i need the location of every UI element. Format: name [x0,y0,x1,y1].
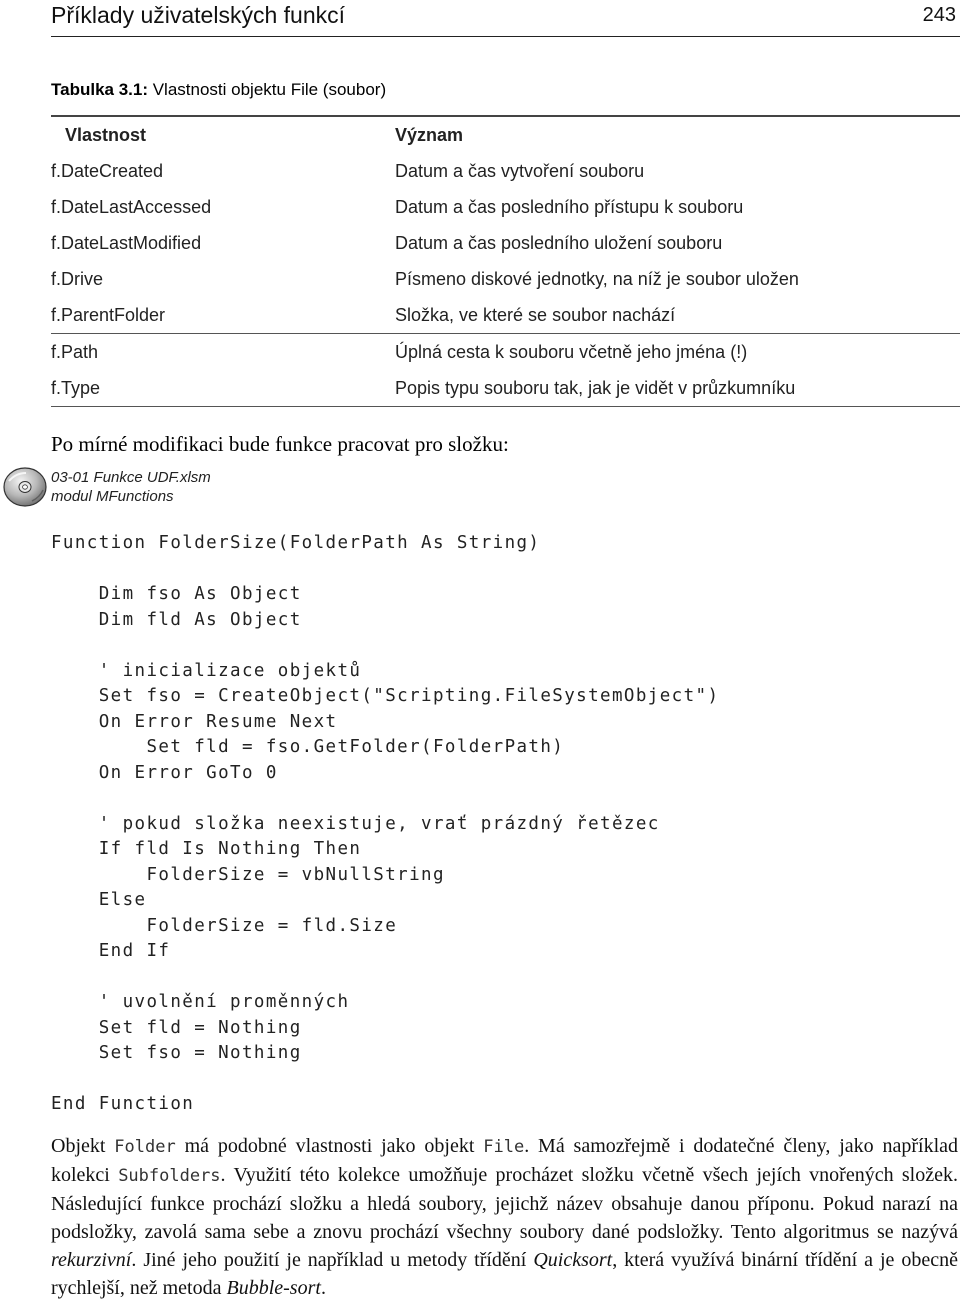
inline-code-subfolders: Subfolders [118,1166,221,1186]
page-header [51,0,960,36]
table-row [51,153,960,189]
module-name: modul MFunctions [51,488,174,505]
paragraph-text: . Má samozřejmě i dodatečné členy, jako například kolekci [51,1135,959,1186]
table-bottom-rule [51,406,960,407]
table-row [51,225,960,261]
code-line [51,633,719,659]
table-header-row [51,117,960,153]
code-line: Set fso = CreateObject("Scripting.FileSystemObject") [51,686,720,706]
code-line [51,786,719,812]
code-line: Dim fld As Object [51,609,302,630]
column-header-property: Vlastnost [65,125,147,145]
table-row [51,189,960,225]
code-line: FolderSize = fld.Size [51,915,398,936]
table-caption-text: Vlastnosti objektu File (soubor) [148,80,387,99]
property-cell: f.DateCreated [51,161,164,181]
table-row [51,261,960,297]
emphasis-term: Bubble-sort [226,1277,321,1299]
page-number: 243 [922,4,956,26]
paragraph-text: . Jiné jeho použití je například u metody třídění [131,1249,534,1271]
property-cell: f.Type [51,378,101,398]
file-reference [51,468,211,506]
properties-table [51,115,960,407]
code-line: On Error Resume Next [51,711,338,732]
paragraph-text: . Využití této kolekce umožňuje procházet složku včetně všech jejích vnořených složek. Následující funkce prochází složku a hledá soubory, jejichž název obsahuje danou příponu. Pokud narazí na podsložky, zavolá sama sebe a znovu prochází všechny soubory dané podsložky. Tento algoritmus se nazývá [51,1164,958,1243]
table-row [51,370,960,406]
code-line [51,1067,719,1093]
property-cell: f.ParentFolder [51,305,166,325]
table-row [51,297,960,333]
code-line: On Error GoTo 0 [51,762,278,783]
paragraph-text: , která využívá binární třídění a je obecně rychlejší, než metoda [51,1249,958,1299]
header-rule [51,36,960,37]
code-line: FolderSize = vbNullString [51,864,445,885]
section-heading: Po mírné modifikaci bude funkce pracovat pro složku: [51,432,509,456]
meaning-cell: Datum a čas posledního uložení souboru [395,233,723,253]
meaning-cell: Písmeno diskové jednotky, na níž je soubor uložen [395,269,799,289]
code-line: Set fso = Nothing [51,1043,302,1063]
table-caption-label: Tabulka 3.1: [51,80,148,99]
code-line: ' uvolnění proměnných [51,992,350,1012]
paragraph-text: Objekt [51,1135,115,1157]
code-line: Else [51,890,147,910]
property-cell: f.DateLastModified [51,233,202,253]
inline-code-file: File [483,1137,525,1157]
meaning-cell: Popis typu souboru tak, jak je vidět v průzkumníku [395,378,796,398]
property-cell: f.Path [51,342,99,362]
code-line: ' pokud složka neexistuje, vrať prázdný řetězec [51,813,660,834]
code-line: End If [51,941,171,961]
meaning-cell: Datum a čas posledního přístupu k souboru [395,197,744,217]
meaning-cell: Složka, ve které se soubor nachází [395,305,676,325]
code-listing [51,531,719,1118]
property-cell: f.Drive [51,269,104,289]
property-cell: f.DateLastAccessed [51,197,212,217]
emphasis-term: rekurzivní [51,1249,132,1271]
code-line [51,557,719,583]
cd-icon [2,463,48,509]
page-title: Příklady uživatelských funkcí [51,2,346,28]
meaning-cell: Úplná cesta k souboru včetně jeho jména (!) [395,342,748,362]
code-line: Set fld = fso.GetFolder(FolderPath) [51,737,565,757]
code-line: Dim fso As Object [51,584,302,604]
code-line: If fld Is Nothing Then [51,839,362,859]
code-line: Set fld = Nothing [51,1017,302,1038]
code-line: Function FolderSize(FolderPath As String) [51,533,541,553]
inline-code-folder: Folder [114,1137,176,1157]
emphasis-term: Quicksort [533,1249,613,1271]
table-caption [51,79,386,101]
code-line [51,965,719,991]
table-row [51,334,960,370]
body-paragraph [51,1132,958,1302]
code-line: ' inicializace objektů [51,660,362,681]
file-name: 03-01 Funkce UDF.xlsm [51,469,211,486]
column-header-meaning: Význam [395,125,464,145]
paragraph-text: má podobné vlastnosti jako objekt [175,1135,484,1157]
meaning-cell: Datum a čas vytvoření souboru [395,161,645,181]
code-line: End Function [51,1094,195,1114]
paragraph-text: . [320,1277,326,1299]
